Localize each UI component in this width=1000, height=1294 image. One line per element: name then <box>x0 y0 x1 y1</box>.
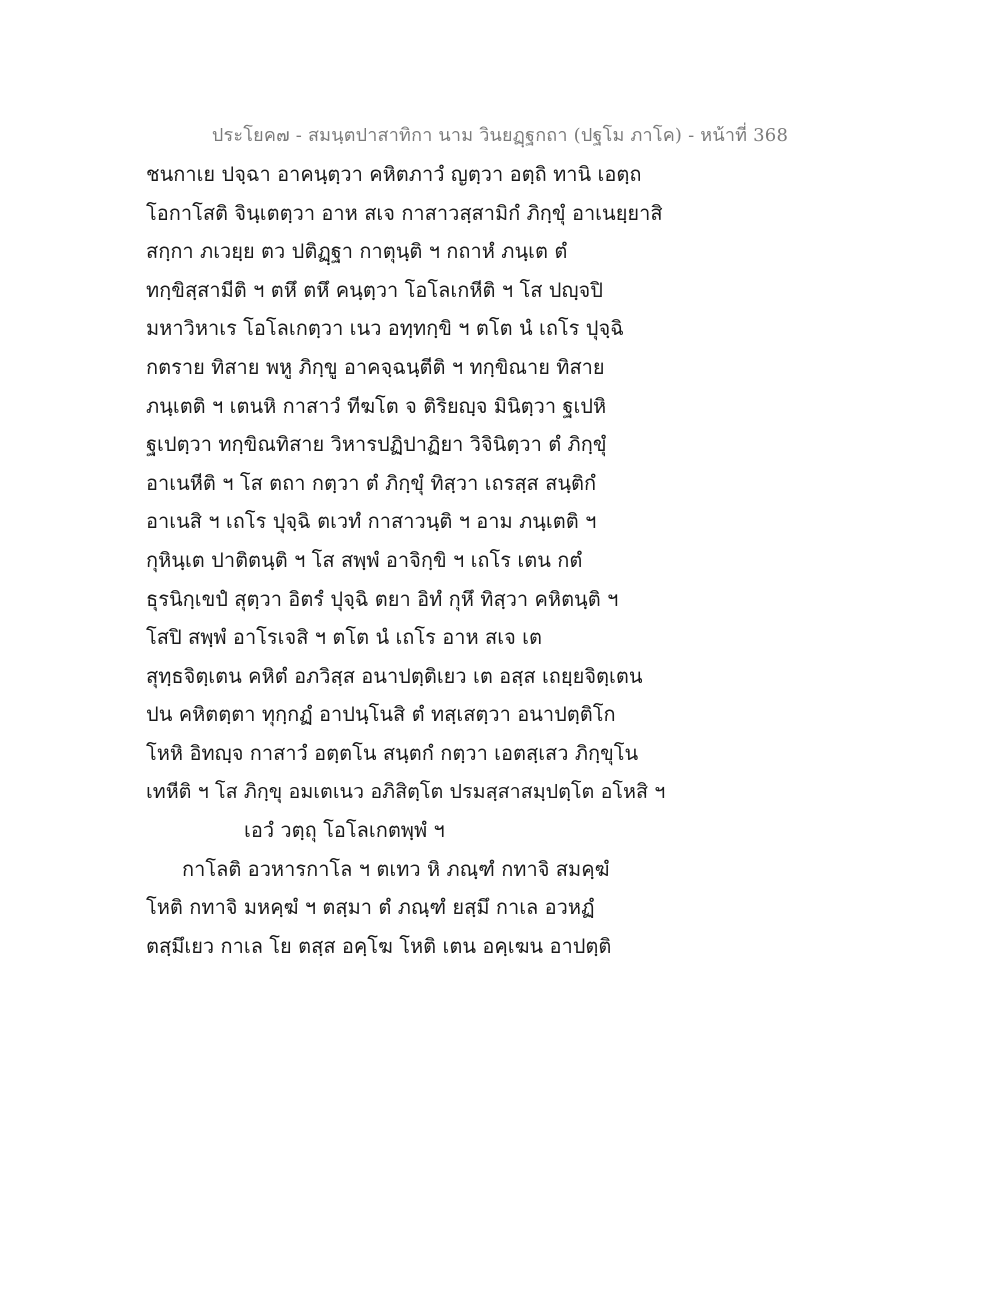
text-line: ทกฺขิสฺสามีติ ฯ ตหึ ตหึ คนฺตฺวา โอโลเกหีติ ฯ โส ปญฺจปิ <box>146 277 603 302</box>
text-line: ชนกาเย ปจฺฉา อาคนฺตฺวา คหิตภาวํ ญตฺวา อตฺถิ ทานิ เอตฺถ <box>146 162 642 186</box>
text-line: ฐเปตฺวา ทกฺขิณทิสาย วิหารปฏิปาฏิยา วิจินิตฺวา ตํ ภิกฺขุํ <box>146 432 607 457</box>
text-line: สกฺกา ภเวยฺย ตว ปติฏฺฐา กาตุนฺติ ฯ กถาหํ ภนฺเต ตํ <box>146 239 568 264</box>
body-text <box>146 155 666 965</box>
paragraph-start: กาโลติ อวหารกาโล ฯ ตเทว หิ ภณฺฑํ กทาจิ สมคฺฆํ <box>182 856 610 881</box>
text-line: มหาวิหาเร โอโลเกตฺวา เนว อทฺทกฺขิ ฯ ตโต นํ เถโร ปุจฺฉิ <box>146 316 624 341</box>
text-line: ภนฺเตติ ฯ เตนหิ กาสาวํ ทีฆโต จ ติริยญฺจ มินิตฺวา ฐเปหิ <box>146 393 607 418</box>
text-line: อาเนหีติ ฯ โส ตถา กตฺวา ตํ ภิกฺขุํ ทิสฺวา เถรสฺส สนฺติกํ <box>146 470 597 495</box>
text-line: โสปิ สพฺพํ อาโรเจสิ ฯ ตโต นํ เถโร อาห สเจ เต <box>146 625 542 650</box>
text-line: เทหีติ ฯ โส ภิกฺขุ อมเตเนว อภิสิตฺโต ปรมสฺสาสมฺปตฺโต อโหสิ ฯ <box>146 779 666 803</box>
text-line: กุหินฺเต ปาติตนฺติ ฯ โส สพฺพํ อาจิกฺขิ ฯ เถโร เตน กตํ <box>146 547 583 572</box>
text-line: ตสฺมึเยว กาเล โย ตสฺส อคฺโฆ โหติ เตน อคฺเฆน อาปตฺติ <box>146 933 612 958</box>
text-line: สุทฺธจิตฺเตน คหิตํ อภวิสฺส อนาปตฺติเยว เต อสฺส เถยฺยจิตฺเตน <box>146 663 643 688</box>
text-line: ธุรนิกฺเขปํ สุตฺวา อิตรํ ปุจฺฉิ ตยา อิทํ กุหึ ทิสฺวา คหิตนฺติ ฯ <box>146 586 619 611</box>
text-line: อาเนสิ ฯ เถโร ปุจฺฉิ ตเวทํ กาสาวนฺติ ฯ อาม ภนฺเตติ ฯ <box>146 509 597 534</box>
section-conclusion: เอวํ วตฺถุ โอโลเกตพฺพํ ฯ <box>244 818 445 843</box>
running-header-text: ประโยค๗ - สมนฺตปาสาทิกา นาม วินยฏฺฐกถา (ปฐโม ภาโค) - หน้าที่ 368 <box>211 125 789 146</box>
text-line: ปน คหิตตฺตา ทุกฺกฏํ อาปนฺโนสิ ตํ ทสฺเสตฺวา อนาปตฺติโก <box>146 702 616 727</box>
text-line: โหหิ อิทญฺจ กาสาวํ อตฺตโน สนฺตกํ กตฺวา เอตสฺเสว ภิกฺขุโน <box>146 740 639 765</box>
running-header <box>0 120 1000 149</box>
text-line: โหติ กทาจิ มหคฺฆํ ฯ ตสฺมา ตํ ภณฺฑํ ยสฺมึ กาเล อวหฏํ <box>146 895 595 920</box>
text-line: กตราย ทิสาย พหู ภิกฺขู อาคจฺฉนฺตีติ ฯ ทกฺขิณาย ทิสาย <box>146 354 605 379</box>
text-line: โอกาโสติ จินฺเตตฺวา อาห สเจ กาสาวสฺสามิกํ ภิกฺขุํ อาเนยฺยาสิ <box>146 200 663 225</box>
